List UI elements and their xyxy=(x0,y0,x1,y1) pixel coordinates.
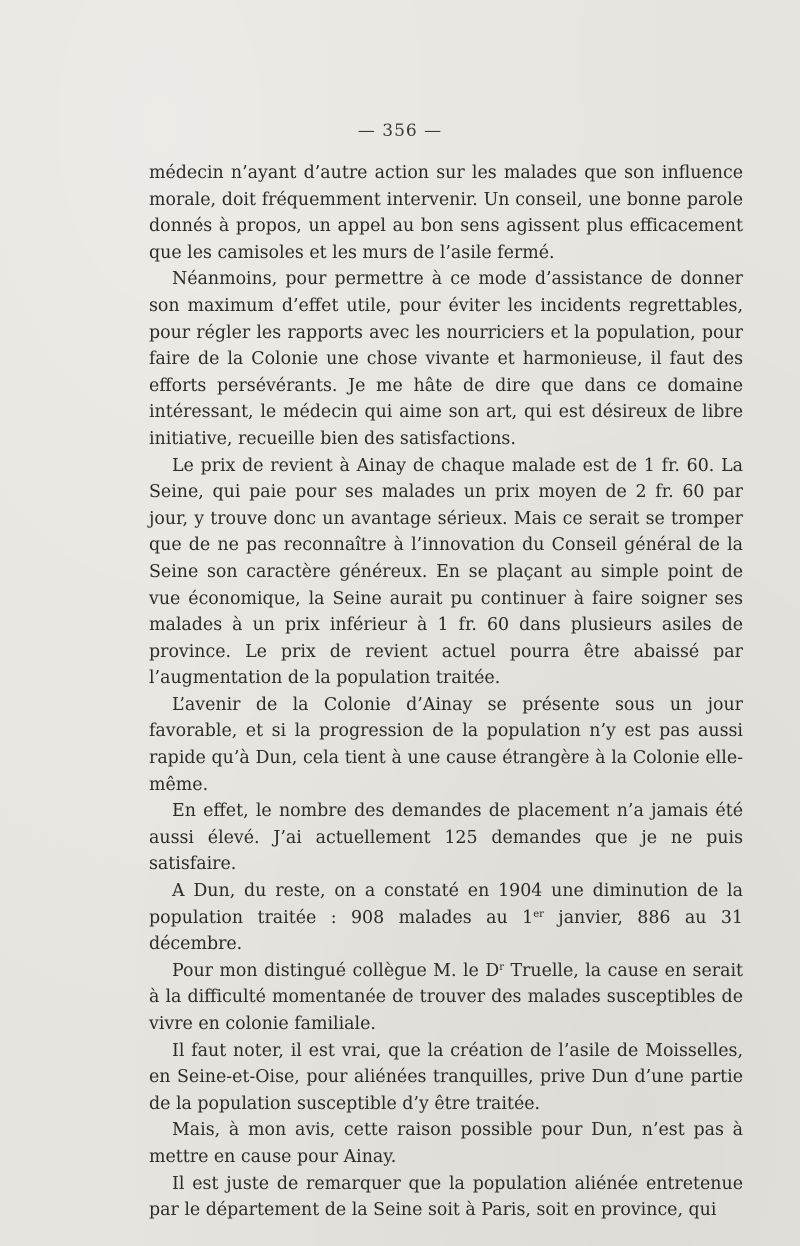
paragraph-text: janvier, 886 au 31 décembre. xyxy=(149,907,743,955)
paragraph xyxy=(149,958,743,1038)
paragraph: Il faut noter, il est vrai, que la création de l’asile de Moisselles, en Seine-et-Oise, pour aliénées tranquilles, prive Dun d’une partie de la population susceptible d’y être traitée. xyxy=(149,1040,743,1114)
paragraph: En effet, le nombre des demandes de placement n’a jamais été aussi élevé. J’ai actuellement 125 demandes que je ne puis satisfaire. xyxy=(149,801,743,875)
paragraph: Il est juste de remarquer que la population aliénée entretenue par le département de la Seine soit à Paris, soit en province, qui xyxy=(149,1173,743,1221)
page-number: — 356 — xyxy=(357,121,443,141)
paragraph: Néanmoins, pour permettre à ce mode d’assistance de donner son maximum d’effet utile, pour éviter les incidents regrettables, pour régler les rapports avec les nourriciers et la population, pour faire de la Colonie une chose vivante et harmonieuse, il faut des efforts persévérants. Je me hâte de dire que dans ce domaine intéressant, le médecin qui aime son art, qui est désireux de libre initiative, recueille bien des satisfactions. xyxy=(149,269,743,449)
paragraph-text: Pour mon distingué collègue M. le D xyxy=(172,960,500,981)
body-text xyxy=(149,160,743,1224)
paragraph-text: A Dun, du reste, on a constaté en 1904 une diminution de la population traitée : 908 malades au 1 xyxy=(149,881,743,928)
paragraph: Mais, à mon avis, cette raison possible pour Dun, n’est pas à mettre en cause pour Ainay. xyxy=(149,1120,743,1167)
paragraph-text: Truelle, la cause en serait à la difficulté momentanée de trouver des malades susceptibles de vivre en colonie familiale. xyxy=(149,960,743,1034)
paragraph: médecin n’ayant d’autre action sur les malades que son influence morale, doit fréquemment intervenir. Un conseil, une bonne parole donnés à propos, un appel au bon sens agissent plus efficacement que les camisoles et les murs de l’asile fermé. xyxy=(149,163,743,263)
paragraph: Le prix de revient à Ainay de chaque malade est de 1 fr. 60. La Seine, qui paie pour ses malades un prix moyen de 2 fr. 60 par jour, y trouve donc un avantage sérieux. Mais ce serait se tromper que de ne pas reconnaître à l’innovation du Conseil général de la Seine son caractère généreux. En se plaçant au simple point de vue économique, la Seine aurait pu continuer à faire soigner ses malades à un prix inférieur à 1 fr. 60 dans plusieurs asiles de province. Le prix de revient actuel pourra être abaissé par l’augmentation de la population traitée. xyxy=(149,455,743,689)
title-superscript: r xyxy=(499,961,504,973)
paragraph: L’avenir de la Colonie d’Ainay se présente sous un jour favorable, et si la progression de la population n’y est pas aussi rapide qu’à Dun, cela tient à une cause étrangère à la Colonie elle-même. xyxy=(149,694,743,795)
paragraph xyxy=(149,878,743,958)
ordinal-superscript: er xyxy=(533,908,544,920)
